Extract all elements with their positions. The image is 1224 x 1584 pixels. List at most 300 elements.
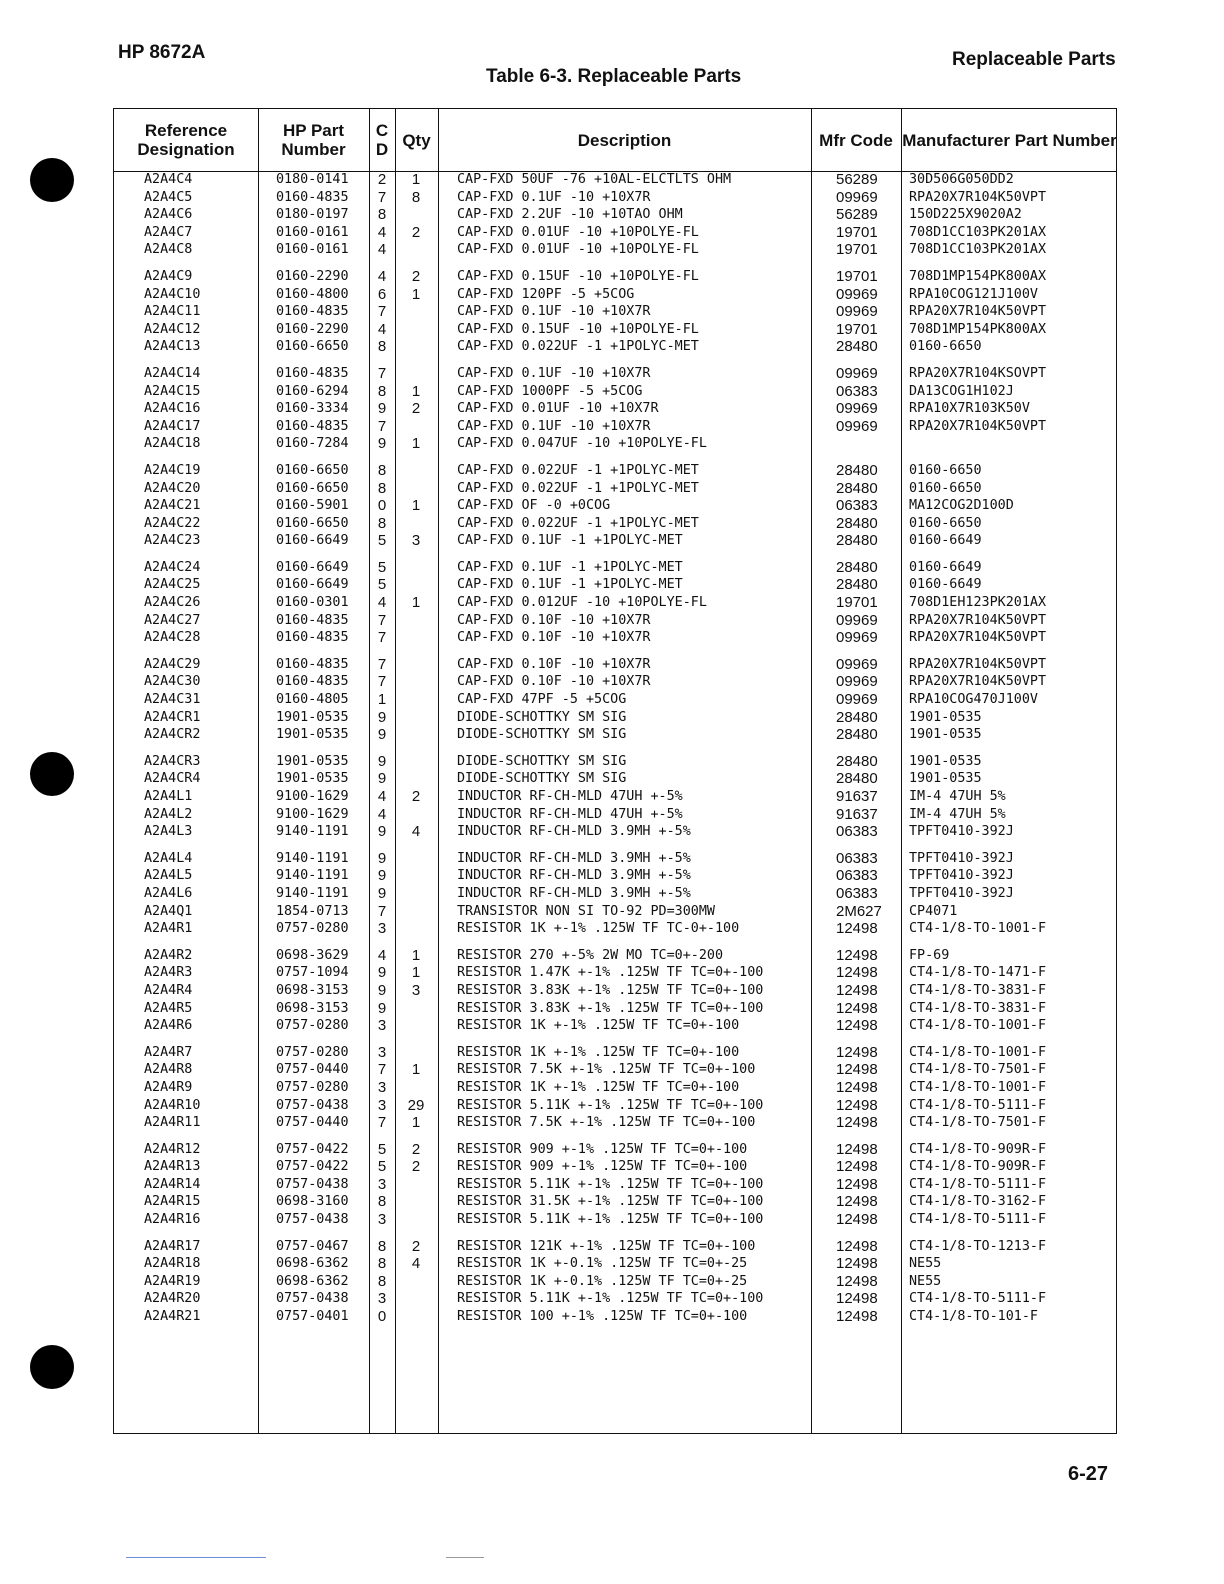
description: RESISTOR 5.11K +-1% .125W TF TC=0+-100 (457, 1212, 764, 1228)
quantity: 1 (411, 285, 421, 303)
mfr-code: 09969 (836, 400, 878, 418)
ref-designation: A2A4R10 (144, 1097, 201, 1113)
ref-designation: A2A4C12 (144, 321, 201, 337)
col-header-mfr-part: Manufacturer Part Number (902, 130, 1117, 150)
check-digit: 7 (377, 188, 387, 206)
ref-designation: A2A4L2 (144, 806, 193, 822)
check-digit: 3 (377, 1078, 387, 1096)
check-digit: 3 (377, 1017, 387, 1035)
hp-part-number: 0698-3153 (276, 982, 349, 998)
ref-designation: A2A4R8 (144, 1062, 193, 1078)
check-digit: 5 (377, 1158, 387, 1176)
mfr-code: 19701 (836, 267, 878, 285)
hp-part-number: 0757-0438 (276, 1291, 349, 1307)
mfr-part-number: RPA10X7R103K50V (909, 401, 1030, 417)
mfr-code: 12498 (836, 1272, 878, 1290)
description: CAP-FXD 47PF -5 +5COG (457, 692, 627, 708)
mfr-code: 09969 (836, 655, 878, 673)
ref-designation: A2A4R17 (144, 1238, 201, 1254)
mfr-code: 09969 (836, 629, 878, 647)
check-digit: 7 (377, 611, 387, 629)
description: RESISTOR 909 +-1% .125W TF TC=0+-100 (457, 1141, 748, 1157)
hp-part-number: 0160-6650 (276, 480, 349, 496)
hp-part-number: 0698-3153 (276, 1000, 349, 1016)
mfr-code: 12498 (836, 1211, 878, 1229)
description: TRANSISTOR NON SI TO-92 PD=300MW (457, 903, 715, 919)
quantity (404, 1176, 428, 1194)
description: RESISTOR 3.83K +-1% .125W TF TC=0+-100 (457, 982, 764, 998)
check-digit: 8 (377, 514, 387, 532)
mfr-part-number: RPA20X7R104K50VPT (909, 630, 1047, 646)
hp-part-number: 0757-0280 (276, 1044, 349, 1060)
check-digit: 7 (377, 364, 387, 382)
hp-part-number: 0160-6649 (276, 577, 349, 593)
check-digit: 0 (377, 1308, 387, 1326)
mfr-code: 12498 (836, 981, 878, 999)
mfr-code: 12498 (836, 1158, 878, 1176)
mfr-code: 12498 (836, 1308, 878, 1326)
check-digit: 3 (377, 1096, 387, 1114)
quantity (404, 338, 428, 356)
description: RESISTOR 1K +-0.1% .125W TF TC=0+-25 (457, 1273, 748, 1289)
ref-designation: A2A4C30 (144, 674, 201, 690)
hp-part-number: 1901-0535 (276, 709, 349, 725)
ref-designation: A2A4L4 (144, 850, 193, 866)
check-digit: 9 (377, 770, 387, 788)
mfr-code: 12498 (836, 1043, 878, 1061)
col-header-qty: Qty (402, 130, 431, 150)
mfr-code: 12498 (836, 1175, 878, 1193)
ref-designation: A2A4CR4 (144, 771, 201, 787)
mfr-code: 09969 (836, 691, 878, 709)
description: RESISTOR 1K +-0.1% .125W TF TC=0+-25 (457, 1256, 748, 1272)
ref-designation: A2A4R16 (144, 1212, 201, 1228)
hp-part-number: 0757-0280 (276, 1018, 349, 1034)
ref-designation: A2A4R3 (144, 965, 193, 981)
mfr-part-number: RPA20X7R104K50VPT (909, 656, 1047, 672)
mfr-part-number: 0160-6649 (909, 577, 982, 593)
check-digit: 8 (377, 461, 387, 479)
mfr-code: 12498 (836, 1114, 878, 1132)
hp-part-number: 0160-4835 (276, 630, 349, 646)
ref-designation: A2A4R4 (144, 982, 193, 998)
description: RESISTOR 7.5K +-1% .125W TF TC=0+-100 (457, 1062, 756, 1078)
mfr-part-number: RPA20X7R104KSOVPT (909, 365, 1047, 381)
quantity (404, 709, 428, 727)
ref-designation: A2A4R12 (144, 1141, 201, 1157)
mfr-code: 12498 (836, 1078, 878, 1096)
col-header-cd: C D (375, 121, 389, 159)
hp-part-number: 0698-3629 (276, 947, 349, 963)
description: CAP-FXD 0.15UF -10 +10POLYE-FL (457, 321, 699, 337)
check-digit: 9 (377, 884, 387, 902)
quantity (404, 206, 428, 224)
check-digit: 5 (377, 1140, 387, 1158)
description: CAP-FXD 0.012UF -10 +10POLYE-FL (457, 595, 707, 611)
mfr-code: 06383 (836, 497, 878, 515)
mfr-code: 28480 (836, 752, 878, 770)
mfr-code: 12498 (836, 1237, 878, 1255)
mfr-part-number: 708D1MP154PK800AX (909, 268, 1047, 284)
mfr-part-number: CT4-1/8-TO-1001-F (909, 1018, 1047, 1034)
mfr-code: 28480 (836, 726, 878, 744)
mfr-part-number: 0160-6650 (909, 339, 982, 355)
check-digit: 4 (377, 320, 387, 338)
quantity (404, 612, 428, 630)
check-digit: 8 (377, 206, 387, 224)
col-mfr-part (909, 171, 1046, 1326)
hp-part-number: 0757-0438 (276, 1212, 349, 1228)
ref-designation: A2A4R15 (144, 1194, 201, 1210)
mfr-code: 12498 (836, 1017, 878, 1035)
description: CAP-FXD 0.10F -10 +10X7R (457, 674, 651, 690)
hp-part-number: 0757-0440 (276, 1062, 349, 1078)
check-digit: 7 (377, 1114, 387, 1132)
mfr-code: 09969 (836, 285, 878, 303)
mfr-part-number: RPA20X7R104K50VPT (909, 674, 1047, 690)
description: CAP-FXD 0.1UF -10 +10X7R (457, 418, 651, 434)
mfr-part-number: CT4-1/8-TO-3831-F (909, 982, 1047, 998)
ref-designation: A2A4L6 (144, 885, 193, 901)
scan-artifact-line (446, 1557, 484, 1558)
quantity: 1 (411, 171, 421, 188)
ref-designation: A2A4R14 (144, 1176, 201, 1192)
mfr-part-number: TPFT0410-392J (909, 885, 1014, 901)
ref-designation: A2A4R19 (144, 1273, 201, 1289)
binder-hole (30, 158, 74, 202)
hp-part-number: 0757-0401 (276, 1309, 349, 1325)
mfr-code: 2M627 (836, 902, 882, 920)
description: CAP-FXD 0.022UF -1 +1POLYC-MET (457, 480, 699, 496)
check-digit: 9 (377, 823, 387, 841)
mfr-part-number: 708D1MP154PK800AX (909, 321, 1047, 337)
mfr-code: 28480 (836, 461, 878, 479)
mfr-part-number: 1901-0535 (909, 771, 982, 787)
ref-designation: A2A4C6 (144, 207, 193, 223)
check-digit: 3 (377, 1211, 387, 1229)
mfr-code: 19701 (836, 223, 878, 241)
description: RESISTOR 31.5K +-1% .125W TF TC=0+-100 (457, 1194, 764, 1210)
check-digit: 7 (377, 673, 387, 691)
quantity (404, 691, 428, 709)
quantity: 29 (407, 1096, 425, 1114)
hp-part-number: 9100-1629 (276, 789, 349, 804)
quantity (404, 1290, 428, 1308)
hp-part-number: 0160-6649 (276, 533, 349, 549)
check-digit: 3 (377, 1175, 387, 1193)
ref-designation: A2A4C17 (144, 418, 201, 434)
mfr-part-number: CT4-1/8-TO-1001-F (909, 921, 1047, 937)
description: RESISTOR 1K +-1% .125W TF TC=0+-100 (457, 1079, 740, 1095)
mfr-part-number: 30D506G050DD2 (909, 172, 1014, 187)
col-hp-part (276, 171, 349, 1326)
mfr-code: 06383 (836, 849, 878, 867)
mfr-part-number: CT4-1/8-TO-5111-F (909, 1097, 1047, 1113)
mfr-part-number: CT4-1/8-TO-909R-F (909, 1159, 1047, 1175)
quantity (404, 753, 428, 771)
mfr-code: 12498 (836, 1061, 878, 1079)
hp-part-number: 9140-1191 (276, 850, 349, 866)
hp-part-number: 0160-3334 (276, 401, 349, 417)
check-digit: 5 (377, 558, 387, 576)
quantity: 2 (411, 1140, 421, 1158)
mfr-code: 06383 (836, 884, 878, 902)
description: INDUCTOR RF-CH-MLD 47UH +-5% (457, 806, 683, 822)
description: CAP-FXD 0.01UF -10 +10POLYE-FL (457, 224, 699, 240)
manual-model: HP 8672A (118, 42, 206, 63)
mfr-part-number: NE55 (909, 1256, 942, 1272)
mfr-code: 12498 (836, 999, 878, 1017)
description: CAP-FXD 0.10F -10 +10X7R (457, 630, 651, 646)
check-digit: 9 (377, 867, 387, 885)
mfr-code: 06383 (836, 867, 878, 885)
hp-part-number: 1901-0535 (276, 753, 349, 769)
mfr-code: 56289 (836, 171, 878, 188)
ref-designation: A2A4Q1 (144, 903, 193, 919)
description: RESISTOR 909 +-1% .125W TF TC=0+-100 (457, 1159, 748, 1175)
check-digit: 4 (377, 805, 387, 823)
check-digit: 9 (377, 435, 387, 453)
hp-part-number: 0757-0438 (276, 1176, 349, 1192)
mfr-part-number: TPFT0410-392J (909, 868, 1014, 884)
check-digit: 9 (377, 964, 387, 982)
mfr-code: 19701 (836, 594, 878, 612)
description: CAP-FXD 0.1UF -10 +10X7R (457, 365, 651, 381)
mfr-code: 12498 (836, 1096, 878, 1114)
description: RESISTOR 5.11K +-1% .125W TF TC=0+-100 (457, 1097, 764, 1113)
description: CAP-FXD 0.1UF -1 +1POLYC-MET (457, 577, 683, 593)
mfr-code: 19701 (836, 320, 878, 338)
col-header-description: Description (577, 130, 672, 150)
check-digit: 3 (377, 1043, 387, 1061)
mfr-part-number: CT4-1/8-TO-5111-F (909, 1176, 1047, 1192)
description: CAP-FXD 0.022UF -1 +1POLYC-MET (457, 462, 699, 478)
hp-part-number: 9140-1191 (276, 824, 349, 840)
hp-part-number: 0160-5901 (276, 498, 349, 514)
description: RESISTOR 1K +-1% .125W TF TC=0+-100 (457, 1018, 740, 1034)
mfr-code: 91637 (836, 805, 878, 823)
description: CAP-FXD 50UF -76 +10AL-ELCTLTS OHM (457, 172, 732, 187)
quantity (404, 462, 428, 480)
check-digit: 4 (377, 946, 387, 964)
ref-designation: A2A4C10 (144, 286, 201, 302)
hp-part-number: 0160-4835 (276, 304, 349, 320)
mfr-code: 28480 (836, 338, 878, 356)
mfr-part-number: 708D1CC103PK201AX (909, 242, 1047, 258)
mfr-code: 28480 (836, 532, 878, 550)
quantity: 4 (411, 823, 421, 841)
scan-artifact-line (126, 1557, 266, 1558)
col-reference (144, 171, 200, 1326)
mfr-code: 28480 (836, 576, 878, 594)
ref-designation: A2A4C21 (144, 498, 201, 514)
check-digit: 5 (377, 576, 387, 594)
hp-part-number: 0160-4835 (276, 612, 349, 628)
mfr-code: 09969 (836, 364, 878, 382)
check-digit: 7 (377, 655, 387, 673)
check-digit: 9 (377, 999, 387, 1017)
quantity (404, 920, 428, 938)
ref-designation: A2A4CR2 (144, 727, 201, 743)
hp-part-number: 0160-6650 (276, 339, 349, 355)
description: CAP-FXD 1000PF -5 +5COG (457, 383, 643, 399)
hp-part-number: 0160-0301 (276, 595, 349, 611)
mfr-code: 09969 (836, 611, 878, 629)
col-qty (404, 171, 428, 1326)
ref-designation: A2A4C29 (144, 656, 201, 672)
ref-designation: A2A4C16 (144, 401, 201, 417)
mfr-code: 06383 (836, 823, 878, 841)
ref-designation: A2A4C20 (144, 480, 201, 496)
check-digit: 1 (377, 691, 387, 709)
ref-designation: A2A4L3 (144, 824, 193, 840)
quantity: 2 (411, 1237, 421, 1255)
hp-part-number: 0160-4800 (276, 286, 349, 302)
hp-part-number: 0160-6650 (276, 515, 349, 531)
ref-designation: A2A4R18 (144, 1256, 201, 1272)
ref-designation: A2A4R5 (144, 1000, 193, 1016)
mfr-code: 28480 (836, 770, 878, 788)
col-header-mfr-code: Mfr Code (819, 130, 893, 150)
mfr-code: 56289 (836, 206, 878, 224)
hp-part-number: 0160-4835 (276, 189, 349, 205)
ref-designation: A2A4C31 (144, 692, 201, 708)
quantity: 2 (411, 267, 421, 285)
check-digit: 9 (377, 708, 387, 726)
mfr-code: 09969 (836, 417, 878, 435)
description: RESISTOR 7.5K +-1% .125W TF TC=0+-100 (457, 1115, 756, 1131)
hp-part-number: 0757-0280 (276, 921, 349, 937)
mfr-part-number: 0160-6650 (909, 515, 982, 531)
mfr-code: 28480 (836, 558, 878, 576)
mfr-part-number: CT4-1/8-TO-909R-F (909, 1141, 1047, 1157)
check-digit: 9 (377, 981, 387, 999)
mfr-part-number: CT4-1/8-TO-1471-F (909, 965, 1047, 981)
description: CAP-FXD 0.022UF -1 +1POLYC-MET (457, 339, 699, 355)
mfr-code: 28480 (836, 708, 878, 726)
hp-part-number: 0160-0161 (276, 242, 349, 258)
description: INDUCTOR RF-CH-MLD 3.9MH +-5% (457, 868, 691, 884)
mfr-part-number: CT4-1/8-TO-5111-F (909, 1291, 1047, 1307)
hp-part-number: 0757-0422 (276, 1141, 349, 1157)
mfr-code: 91637 (836, 788, 878, 805)
quantity (404, 576, 428, 594)
description: CAP-FXD 0.1UF -1 +1POLYC-MET (457, 559, 683, 575)
mfr-part-number: MA12COG2D100D (909, 498, 1014, 514)
description: CAP-FXD 0.10F -10 +10X7R (457, 656, 651, 672)
quantity: 1 (411, 1061, 421, 1079)
quantity: 1 (411, 382, 421, 400)
mfr-part-number: FP-69 (909, 947, 950, 963)
quantity (404, 885, 428, 903)
mfr-code: 12498 (836, 1255, 878, 1273)
col-mfr-code (836, 171, 882, 1326)
mfr-code: 12498 (836, 1193, 878, 1211)
quantity: 3 (411, 981, 421, 999)
check-digit: 4 (377, 223, 387, 241)
description: DIODE-SCHOTTKY SM SIG (457, 727, 627, 743)
check-digit: 7 (377, 303, 387, 321)
ref-designation: A2A4R20 (144, 1291, 201, 1307)
col-header-hp-part: HP Part Number (281, 121, 346, 159)
mfr-part-number: RPA20X7R104K50VPT (909, 304, 1047, 320)
quantity (404, 1193, 428, 1211)
quantity (404, 241, 428, 259)
ref-designation: A2A4C18 (144, 436, 201, 452)
ref-designation: A2A4C11 (144, 304, 201, 320)
check-digit: 8 (377, 1193, 387, 1211)
mfr-part-number: 1901-0535 (909, 753, 982, 769)
check-digit: 9 (377, 849, 387, 867)
ref-designation: A2A4C27 (144, 612, 201, 628)
check-digit: 3 (377, 920, 387, 938)
hp-part-number: 0160-7284 (276, 436, 349, 452)
quantity (404, 629, 428, 647)
hp-part-number: 0757-0440 (276, 1115, 349, 1131)
check-digit: 8 (377, 338, 387, 356)
hp-part-number: 9140-1191 (276, 868, 349, 884)
check-digit: 4 (377, 267, 387, 285)
hp-part-number: 0757-0422 (276, 1159, 349, 1175)
hp-part-number: 9100-1629 (276, 806, 349, 822)
mfr-part-number (909, 435, 1046, 453)
check-digit: 9 (377, 752, 387, 770)
mfr-part-number: RPA20X7R104K50VPT (909, 189, 1047, 205)
quantity: 8 (411, 188, 421, 206)
quantity (404, 303, 428, 321)
quantity (404, 559, 428, 577)
quantity (404, 1079, 428, 1097)
mfr-part-number: RPA10COG121J100V (909, 286, 1038, 302)
mfr-code: 28480 (836, 479, 878, 497)
hp-part-number: 0160-6294 (276, 383, 349, 399)
ref-designation: A2A4C8 (144, 242, 193, 258)
description: CAP-FXD 0.022UF -1 +1POLYC-MET (457, 515, 699, 531)
hp-part-number: 0698-6362 (276, 1273, 349, 1289)
ref-designation: A2A4R11 (144, 1115, 201, 1131)
ref-designation: A2A4C22 (144, 515, 201, 531)
description: RESISTOR 1K +-1% .125W TF TC=0+-100 (457, 1044, 740, 1060)
hp-part-number: 0160-6650 (276, 462, 349, 478)
check-digit: 8 (377, 1237, 387, 1255)
description: RESISTOR 5.11K +-1% .125W TF TC=0+-100 (457, 1291, 764, 1307)
mfr-code: 06383 (836, 382, 878, 400)
quantity (404, 770, 428, 788)
col-header-reference: Reference Designation (137, 121, 235, 159)
check-digit: 9 (377, 726, 387, 744)
description: RESISTOR 100 +-1% .125W TF TC=0+-100 (457, 1309, 748, 1325)
mfr-part-number: CT4-1/8-TO-5111-F (909, 1212, 1047, 1228)
mfr-code: 09969 (836, 303, 878, 321)
check-digit: 8 (377, 1255, 387, 1273)
description: CAP-FXD OF -0 +0COG (457, 498, 611, 514)
ref-designation: A2A4R2 (144, 947, 193, 963)
quantity (404, 806, 428, 824)
hp-part-number: 0698-3160 (276, 1194, 349, 1210)
mfr-part-number: 0160-6650 (909, 462, 982, 478)
ref-designation: A2A4C15 (144, 383, 201, 399)
mfr-part-number: NE55 (909, 1273, 942, 1289)
description: RESISTOR 270 +-5% 2W MO TC=0+-200 (457, 947, 724, 963)
description: CAP-FXD 0.15UF -10 +10POLYE-FL (457, 268, 699, 284)
quantity: 1 (411, 594, 421, 612)
check-digit: 9 (377, 400, 387, 418)
ref-designation: A2A4R13 (144, 1159, 201, 1175)
quantity: 2 (411, 1158, 421, 1176)
mfr-code (836, 435, 882, 453)
mfr-part-number: 150D225X9020A2 (909, 207, 1022, 223)
quantity: 4 (411, 1255, 421, 1273)
